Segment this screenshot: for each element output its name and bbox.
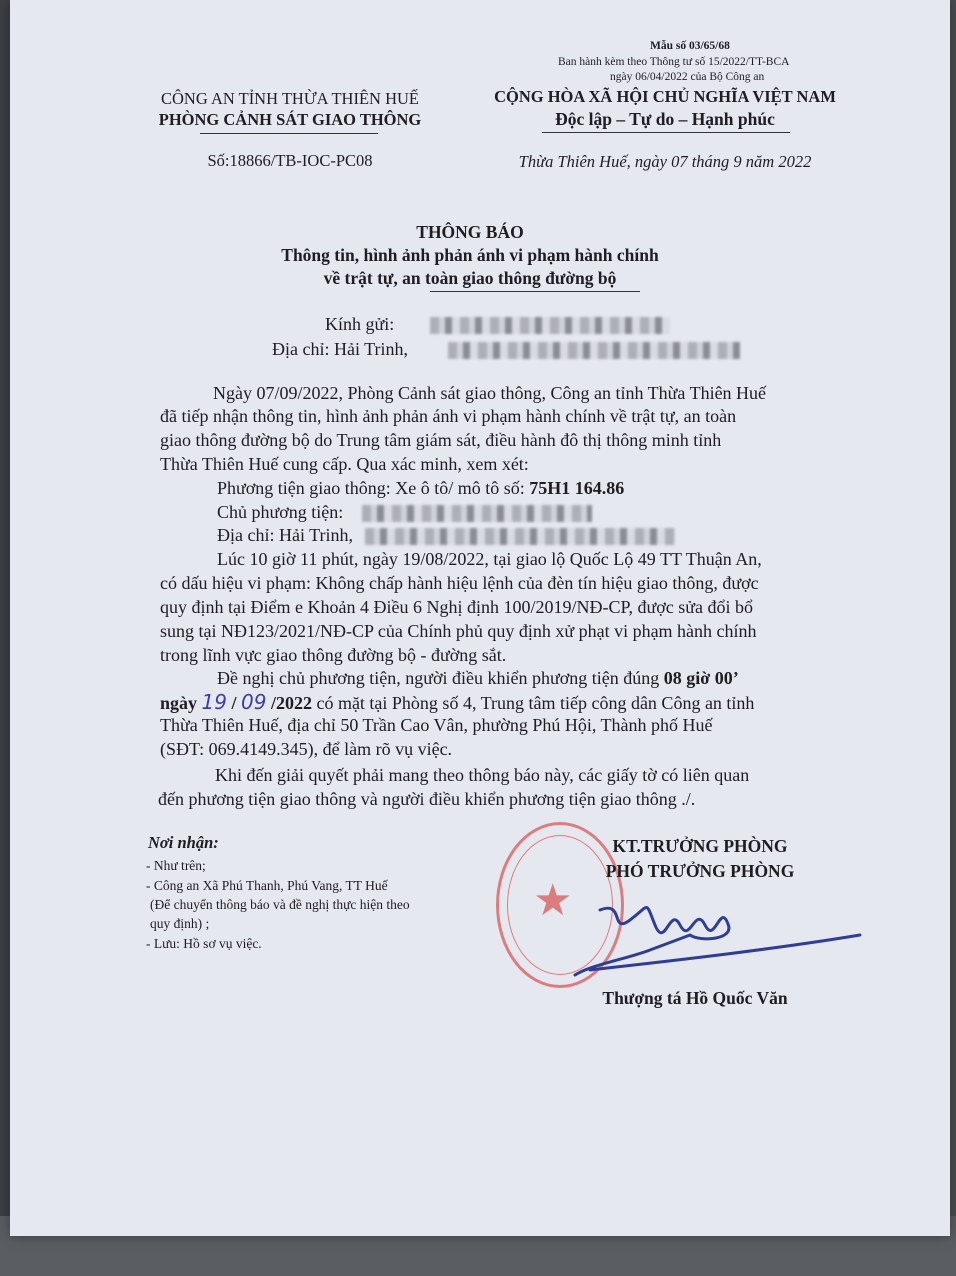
body-paragraph-3-line-2: ngày 19 / 09 /2022 có mặt tại Phòng số 4, Trung tâm tiếp công dân Công an tỉnh xyxy=(160,690,755,714)
form-issued-line2: ngày 06/04/2022 của Bộ Công an xyxy=(610,71,765,83)
handwritten-day: 19 xyxy=(201,690,227,714)
recipients-title: Nơi nhận: xyxy=(148,833,219,852)
form-number: Mẫu số 03/65/68 xyxy=(650,40,730,52)
body-paragraph-1-line-2: đã tiếp nhận thông tin, hình ảnh phản ánh vi phạm hành chính về trật tự, an toàn xyxy=(160,406,737,426)
license-plate: 75H1 164.86 xyxy=(529,478,625,498)
nation-title: CỘNG HÒA XÃ HỘI CHỦ NGHĨA VIỆT NAM xyxy=(494,87,836,106)
star-icon: ★ xyxy=(533,875,573,926)
recipient-item-4: quy định) ; xyxy=(150,916,210,931)
redacted-recipient-address xyxy=(448,342,740,359)
body-paragraph-1-line-4: Thừa Thiên Huế cung cấp. Qua xác minh, xem xét: xyxy=(160,454,529,474)
recipient-item-3: (Để chuyển thông báo và đề nghị thực hiện theo xyxy=(150,897,410,912)
recipient-item-2: - Công an Xã Phú Thanh, Phú Vang, TT Huế xyxy=(146,878,388,893)
signature-title-2: PHÓ TRƯỞNG PHÒNG xyxy=(605,861,795,881)
recipient-item-5: - Lưu: Hồ sơ vụ việc. xyxy=(146,936,262,951)
appointment-time: 08 giờ 00’ xyxy=(663,668,739,688)
document-title: THÔNG BÁO xyxy=(416,222,524,242)
recipient-item-1: - Như trên; xyxy=(146,858,206,873)
owner-label: Chủ phương tiện: xyxy=(217,502,344,522)
body-paragraph-4-line-2: đến phương tiện giao thông và người điều khiển phương tiện giao thông ./. xyxy=(158,789,696,809)
form-issued-line1: Ban hành kèm theo Thông tư số 15/2022/TT-BCA xyxy=(558,56,790,68)
document-number: Số:18866/TB-IOC-PC08 xyxy=(207,151,373,170)
body-paragraph-3-line-1 xyxy=(217,668,739,689)
agency-name: CÔNG AN TỈNH THỪA THIÊN HUẾ xyxy=(160,89,419,108)
appointment-day-label: ngày xyxy=(160,693,198,713)
body-paragraph-2-line-1: Lúc 10 giờ 11 phút, ngày 19/08/2022, tại giao lộ Quốc Lộ 49 TT Thuận An, xyxy=(217,549,762,569)
body-paragraph-2-line-2: có dấu hiệu vi phạm: Không chấp hành hiệu lệnh của đèn tín hiệu giao thông, được xyxy=(160,573,759,593)
body-paragraph-1-line-1: Ngày 07/09/2022, Phòng Cảnh sát giao thông, Công an tỉnh Thừa Thiên Huế xyxy=(213,383,767,403)
signature-title-1: KT.TRƯỞNG PHÒNG xyxy=(612,836,788,856)
appointment-place: có mặt tại Phòng số 4, Trung tâm tiếp công dân Công an tỉnh xyxy=(311,693,755,713)
body-paragraph-3-line-4: (SĐT: 069.4149.345), để làm rõ vụ việc. xyxy=(160,739,453,759)
department-name: PHÒNG CẢNH SÁT GIAO THÔNG xyxy=(158,110,422,129)
recipient-address-label: Địa chỉ: Hải Trinh, xyxy=(272,339,409,359)
appointment-request: Đề nghị chủ phương tiện, người điều khiển phương tiện đúng xyxy=(217,668,664,688)
redacted-recipient-name xyxy=(430,317,670,334)
nation-motto: Độc lập – Tự do – Hạnh phúc xyxy=(555,109,775,129)
document-page xyxy=(10,0,950,1236)
signer-name: Thượng tá Hồ Quốc Văn xyxy=(602,988,788,1008)
body-paragraph-2-line-5: trong lĩnh vực giao thông đường bộ - đường sắt. xyxy=(160,645,507,665)
body-paragraph-4-line-1: Khi đến giải quyết phải mang theo thông báo này, các giấy tờ có liên quan xyxy=(215,765,750,785)
motto-underline xyxy=(542,132,790,133)
handwritten-month: 09 xyxy=(240,690,267,714)
document-subtitle-1: Thông tin, hình ảnh phản ánh vi phạm hành chính xyxy=(281,245,659,265)
owner-address-label: Địa chỉ: Hải Trinh, xyxy=(217,525,354,545)
body-paragraph-2-line-3: quy định tại Điểm e Khoản 4 Điều 6 Nghị định 100/2019/NĐ-CP, được sửa đổi bổ xyxy=(160,597,753,617)
recipient-label: Kính gửi: xyxy=(325,314,395,334)
title-underline xyxy=(430,291,640,292)
body-paragraph-2-line-4: sung tại NĐ123/2021/NĐ-CP của Chính phủ quy định xử phạt vi phạm hành chính xyxy=(160,621,757,641)
agency-underline xyxy=(200,133,378,134)
place-date: Thừa Thiên Huế, ngày 07 tháng 9 năm 2022 xyxy=(518,152,812,171)
body-paragraph-3-line-3: Thừa Thiên Huế, địa chỉ 50 Trần Cao Vân, phường Phú Hội, Thành phố Huế xyxy=(160,715,713,735)
body-paragraph-1-line-3: giao thông đường bộ do Trung tâm giám sát, điều hành đô thị thông minh tỉnh xyxy=(160,430,722,450)
handwritten-signature xyxy=(570,880,880,990)
vehicle-line xyxy=(217,478,624,499)
appointment-year: /2022 xyxy=(270,693,312,713)
redacted-owner-address xyxy=(365,528,675,545)
redacted-owner-name xyxy=(362,505,592,522)
document-subtitle-2: về trật tự, an toàn giao thông đường bộ xyxy=(323,268,617,288)
vehicle-label: Phương tiện giao thông: Xe ô tô/ mô tô số: xyxy=(217,478,530,498)
